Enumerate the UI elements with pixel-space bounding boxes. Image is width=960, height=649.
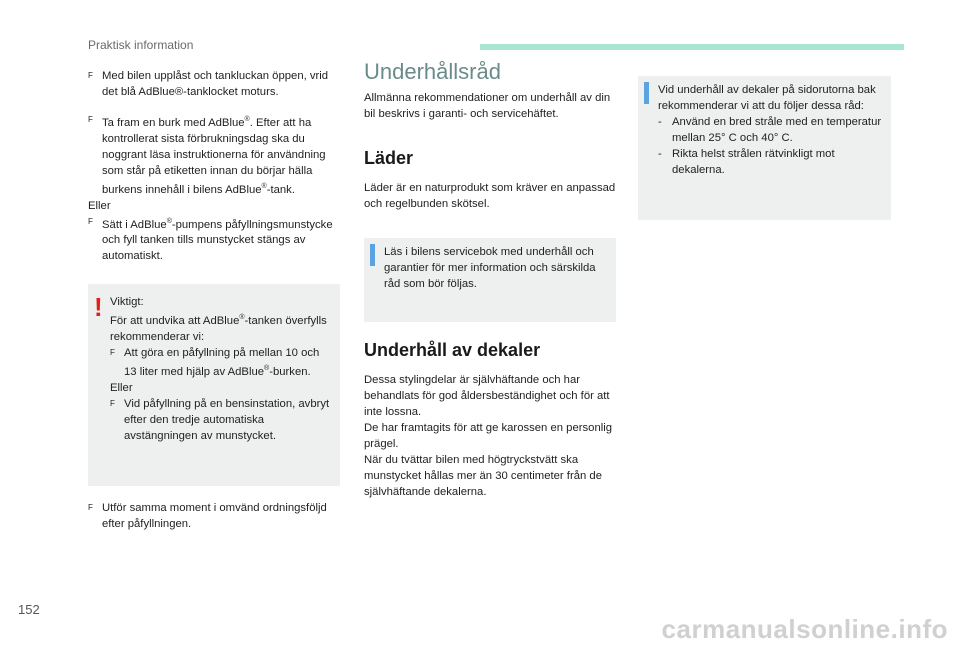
column-middle xyxy=(364,59,616,500)
warning-bullet: F Vid påfyllning på en bensinstation, avbryt efter den tredje automatiska avstängningen av munstycket. xyxy=(110,397,330,442)
bullet-text: Med bilen upplåst och tankluckan öppen, vrid det blå AdBlue®-tanklocket moturs. xyxy=(102,70,329,98)
bullet-icon: F xyxy=(110,348,115,358)
info-icon xyxy=(370,244,375,266)
dash-item: - Rikta helst strålen rätvinkligt mot dekalerna. xyxy=(658,148,835,176)
lader-text: Läder är en naturprodukt som kräver en anpassad och regelbunden skötsel. xyxy=(364,182,616,210)
bullet-icon: F xyxy=(88,216,93,226)
info-text: Vid underhåll av dekaler på sidorutorna bak rekommenderar vi att du följer dessa råd: xyxy=(658,84,876,112)
dash-item: - Använd en bred stråle med en temperatur mellan 25° C och 40° C. xyxy=(658,116,882,144)
bullet-item xyxy=(88,68,340,100)
column-left xyxy=(88,68,340,544)
dekaler-text: När du tvättar bilen med högtryckstvätt ska munstycket hållas mer än 30 centimeter från de självhäftande dekalerna. xyxy=(364,454,602,498)
warning-box xyxy=(88,284,340,486)
eller-label: Eller xyxy=(88,199,111,212)
column-right xyxy=(638,76,891,220)
dash-marker: - xyxy=(658,116,662,128)
bullet-icon: F xyxy=(110,398,115,408)
info-icon xyxy=(644,82,649,104)
bullet-icon: F xyxy=(88,115,93,124)
info-box xyxy=(364,238,616,322)
bullet-text: Sätt i AdBlue®-pumpens påfyllningsmunstycke och fyll tanken tills munstycket stängs av automatiskt. xyxy=(102,217,333,263)
page-title: Underhållsråd xyxy=(364,59,501,84)
bullet-icon: F xyxy=(88,502,93,512)
info-box xyxy=(638,76,891,220)
bullet-item xyxy=(88,214,340,265)
page-number: 152 xyxy=(18,602,40,617)
section-header: Praktisk information xyxy=(88,38,194,52)
dekaler-text: Dessa stylingdelar är självhäftande och har behandlats för god åldersbeständighet och för att inte lossna. xyxy=(364,374,610,418)
info-text: Läs i bilens servicebok med underhåll och garantier för mer information och särskilda råd som bör följas. xyxy=(384,246,596,290)
bullet-item xyxy=(88,500,340,532)
warning-icon: ! xyxy=(94,292,103,323)
header-accent-bar xyxy=(480,44,904,50)
bullet-item xyxy=(88,112,340,198)
bullet-text: Ta fram en burk med AdBlue®. Efter att ha kontrollerat sista förbrukningsdag ska du noggrant läsa instruktionerna för användning som står på etiketten innan du börjar hälla burkens innehåll i bilens AdBlue®-tank. xyxy=(102,116,326,196)
dash-marker: - xyxy=(658,148,662,160)
warning-line: För att undvika att AdBlue®-tanken överfylls rekommenderar vi: xyxy=(110,314,327,344)
watermark: carmanualsonline.info xyxy=(661,614,948,644)
bullet-text: Utför samma moment i omvänd ordningsföljd efter påfyllningen. xyxy=(102,501,327,530)
dekaler-text: De har framtagits för att ge karossen en personlig prägel. xyxy=(364,422,613,450)
warning-eller: Eller xyxy=(110,381,133,394)
heading-dekaler: Underhåll av dekaler xyxy=(364,340,541,360)
intro-text: Allmänna rekommendationer om underhåll av din bil beskrivs i garanti- och servicehäftet. xyxy=(364,92,611,120)
warning-bullet: F Att göra en påfyllning på mellan 10 och 13 liter med hjälp av AdBlue®-burken. xyxy=(110,347,320,378)
warning-title: Viktigt: xyxy=(110,296,144,309)
heading-lader: Läder xyxy=(364,148,414,168)
bullet-icon: F xyxy=(88,71,93,80)
